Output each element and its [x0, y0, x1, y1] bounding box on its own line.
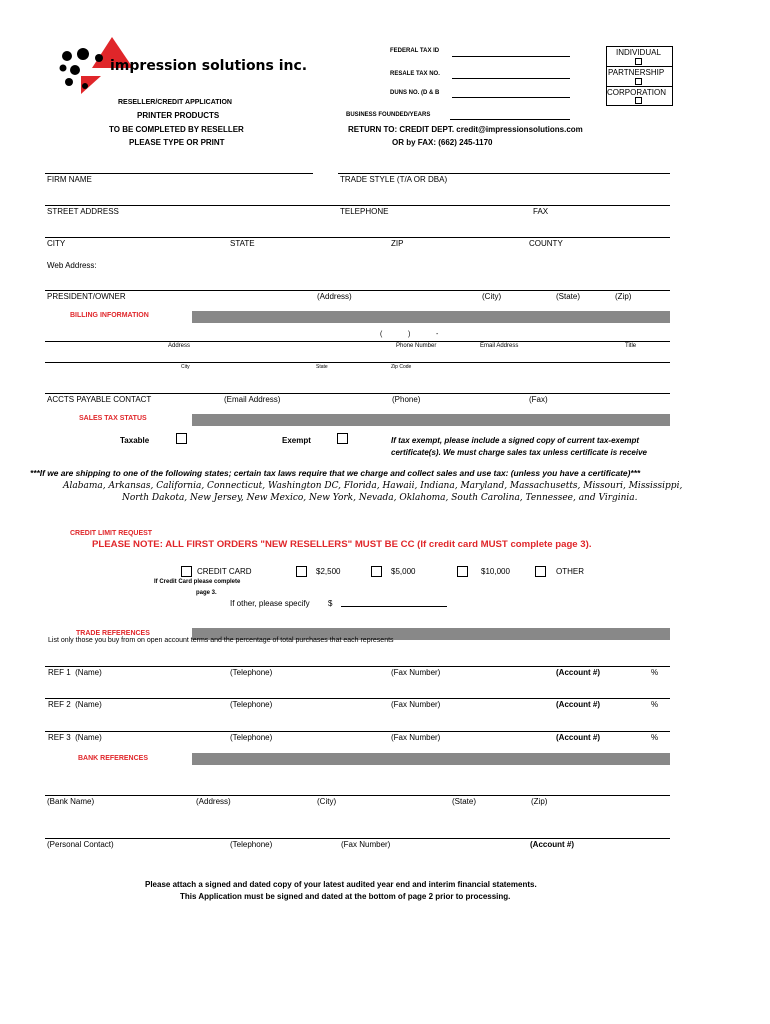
billing-phone-open: ( — [380, 331, 383, 338]
billing-address-line[interactable] — [45, 341, 670, 342]
trade-refs-section-title: TRADE REFERENCES — [76, 630, 150, 637]
ref3-fax: (Fax Number) — [391, 733, 441, 742]
federal-tax-id-label: FEDERAL TAX ID — [390, 48, 440, 54]
entity-type-box — [606, 46, 673, 106]
billing-city-line[interactable] — [45, 362, 670, 363]
amt-5000-label: $5,000 — [391, 567, 416, 576]
city-line[interactable] — [45, 237, 670, 238]
president-city-label: (City) — [482, 292, 502, 301]
bank-city-label: (City) — [317, 797, 337, 806]
bank-name-label: (Bank Name) — [47, 797, 95, 806]
attach-note-1: Please attach a signed and dated copy of your latest audited year end and interim financial statements. — [145, 880, 537, 889]
billing-section-title: BILLING INFORMATION — [70, 312, 149, 319]
president-owner-label: PRESIDENT/OWNER — [47, 292, 126, 301]
billing-phone-dash: - — [436, 331, 439, 338]
bank-account-label: (Account #) — [530, 840, 574, 849]
if-other-dollar: $ — [328, 599, 333, 608]
billing-title-caption: Title — [625, 343, 637, 349]
list-only-note: List only those you buy from on open account terms and the percentage of total purchases that each represents — [48, 637, 394, 644]
tax-exempt-note-1: If tax exempt, please include a signed copy of current tax-exempt — [391, 436, 640, 445]
resale-tax-line[interactable] — [452, 78, 570, 79]
billing-state-caption: State — [316, 364, 328, 370]
duns-line[interactable] — [452, 97, 570, 98]
credit-card-checkbox[interactable] — [181, 566, 192, 577]
bank-fax-label: (Fax Number) — [341, 840, 391, 849]
firm-name-line[interactable] — [45, 173, 313, 174]
personal-contact-label: (Personal Contact) — [47, 840, 114, 849]
states-line-2: North Dakota, New Jersey, New Mexico, New York, Nevada, Oklahoma, South Carolina, Tennessee, and Virginia. — [122, 493, 638, 503]
personal-contact-line[interactable] — [45, 838, 670, 839]
firm-name-label: FIRM NAME — [47, 175, 92, 184]
resale-tax-label: RESALE TAX NO. — [390, 71, 440, 77]
accts-email-label: (Email Address) — [224, 395, 281, 404]
billing-city-caption: City — [181, 364, 190, 370]
amt-10000-label: $10,000 — [481, 567, 510, 576]
ref3-account: (Account #) — [556, 733, 600, 742]
printer-products-title: PRINTER PRODUCTS — [137, 111, 220, 120]
please-note-text: PLEASE NOTE: ALL FIRST ORDERS "NEW RESELLERS" MUST BE CC (If credit card MUST complete page 3). — [92, 539, 592, 550]
exempt-checkbox[interactable] — [337, 433, 348, 444]
company-name: impression solutions inc. — [110, 58, 308, 74]
to-be-completed-title: TO BE COMPLETED BY RESELLER — [109, 125, 244, 134]
other-label: OTHER — [556, 567, 584, 576]
billing-phone-caption: Phone Number — [396, 343, 437, 349]
cc-note-1: If Credit Card please complete — [154, 579, 241, 585]
states-line-1: Alabama, Arkansas, California, Connecticut, Washington DC, Florida, Hawaii, Indiana, Maryland, Massachusetts, Missouri, Mississippi, — [63, 481, 683, 491]
ref1-account: (Account #) — [556, 668, 600, 677]
entity-individual-checkbox[interactable] — [635, 58, 642, 65]
tax-exempt-note-2: certificate(s). We must charge sales tax unless certificate is receive — [391, 448, 647, 457]
business-founded-label: BUSINESS FOUNDED/YEARS — [346, 112, 431, 118]
bank-state-label: (State) — [452, 797, 477, 806]
billing-zip-caption: Zip Code — [391, 364, 412, 370]
taxable-checkbox[interactable] — [176, 433, 187, 444]
or-fax-text: OR by FAX: (662) 245-1170 — [392, 138, 493, 147]
federal-tax-id-line[interactable] — [452, 56, 570, 57]
fax-label: FAX — [533, 207, 549, 216]
billing-section-bar — [192, 311, 670, 323]
accts-payable-line[interactable] — [45, 393, 670, 394]
business-founded-line[interactable] — [450, 119, 570, 120]
ref1-fax: (Fax Number) — [391, 668, 441, 677]
bank-name-line[interactable] — [45, 795, 670, 796]
credit-limit-section-title: CREDIT LIMIT REQUEST — [70, 530, 153, 537]
please-type-title: PLEASE TYPE OR PRINT — [129, 138, 225, 147]
ref2-percent: % — [651, 700, 659, 709]
street-address-line[interactable] — [45, 205, 670, 206]
city-label: CITY — [47, 239, 66, 248]
credit-card-label: CREDIT CARD — [197, 567, 252, 576]
ref1-percent: % — [651, 668, 659, 677]
ref1-telephone: (Telephone) — [230, 668, 273, 677]
amt-10000-checkbox[interactable] — [457, 566, 468, 577]
reseller-app-title: RESELLER/CREDIT APPLICATION — [118, 99, 232, 106]
sales-tax-section-bar — [192, 414, 670, 426]
bank-refs-section-bar — [192, 753, 670, 765]
ref2-account: (Account #) — [556, 700, 600, 709]
shipping-note: ***If we are shipping to one of the following states; certain tax laws require that we charge and collect sales and use tax: (unless you have a certificate)*** — [30, 468, 641, 478]
bank-address-label: (Address) — [196, 797, 231, 806]
amt-5000-checkbox[interactable] — [371, 566, 382, 577]
trade-style-label: TRADE STYLE (T/A OR DBA) — [340, 175, 448, 184]
bank-telephone-label: (Telephone) — [230, 840, 273, 849]
ref3-line[interactable] — [45, 731, 670, 732]
company-logo — [55, 34, 308, 104]
telephone-label: TELEPHONE — [340, 207, 389, 216]
ref2-fax: (Fax Number) — [391, 700, 441, 709]
ref3-percent: % — [651, 733, 659, 742]
if-other-label: If other, please specify — [230, 599, 310, 608]
web-address-label: Web Address: — [47, 261, 97, 270]
ref2-label: REF 2 (Name) — [48, 700, 102, 709]
attach-note-2: This Application must be signed and dated at the bottom of page 2 prior to processing. — [180, 892, 511, 901]
president-line[interactable] — [45, 290, 670, 291]
billing-address-caption: Address — [168, 343, 191, 349]
accts-phone-label: (Phone) — [392, 395, 421, 404]
exempt-label: Exempt — [282, 436, 311, 445]
duns-label: DUNS NO. (D & B — [390, 90, 440, 96]
return-to-text: RETURN TO: CREDIT DEPT. credit@impressionsolutions.com — [348, 125, 583, 134]
trade-style-line[interactable] — [338, 173, 670, 174]
ref3-telephone: (Telephone) — [230, 733, 273, 742]
entity-corporation-checkbox[interactable] — [635, 97, 642, 104]
president-zip-label: (Zip) — [615, 292, 632, 301]
billing-phone-close: ) — [408, 331, 411, 338]
sales-tax-section-title: SALES TAX STATUS — [79, 415, 147, 422]
state-label: STATE — [230, 239, 255, 248]
if-other-line[interactable] — [341, 606, 447, 607]
taxable-label: Taxable — [120, 436, 150, 445]
amt-2500-checkbox[interactable] — [296, 566, 307, 577]
billing-email-caption: Email Address — [480, 343, 519, 349]
accts-fax-label: (Fax) — [529, 395, 548, 404]
president-address-label: (Address) — [317, 292, 352, 301]
amt-2500-label: $2,500 — [316, 567, 341, 576]
entity-individual-label: INDIVIDUAL — [616, 48, 661, 57]
entity-partnership-label: PARTNERSHIP — [608, 68, 665, 77]
county-label: COUNTY — [529, 239, 563, 248]
zip-label: ZIP — [391, 239, 404, 248]
ref1-line[interactable] — [45, 666, 670, 667]
cc-note-2: page 3. — [196, 590, 217, 596]
ref1-label: REF 1 (Name) — [48, 668, 102, 677]
ref2-line[interactable] — [45, 698, 670, 699]
ref3-label: REF 3 (Name) — [48, 733, 102, 742]
other-checkbox[interactable] — [535, 566, 546, 577]
ref2-telephone: (Telephone) — [230, 700, 273, 709]
bank-zip-label: (Zip) — [531, 797, 548, 806]
entity-corporation-label: CORPORATION — [607, 88, 666, 97]
president-state-label: (State) — [556, 292, 581, 301]
accts-payable-label: ACCTS PAYABLE CONTACT — [47, 395, 152, 404]
bank-refs-section-title: BANK REFERENCES — [78, 755, 149, 762]
entity-partnership-checkbox[interactable] — [635, 78, 642, 85]
street-address-label: STREET ADDRESS — [47, 207, 119, 216]
